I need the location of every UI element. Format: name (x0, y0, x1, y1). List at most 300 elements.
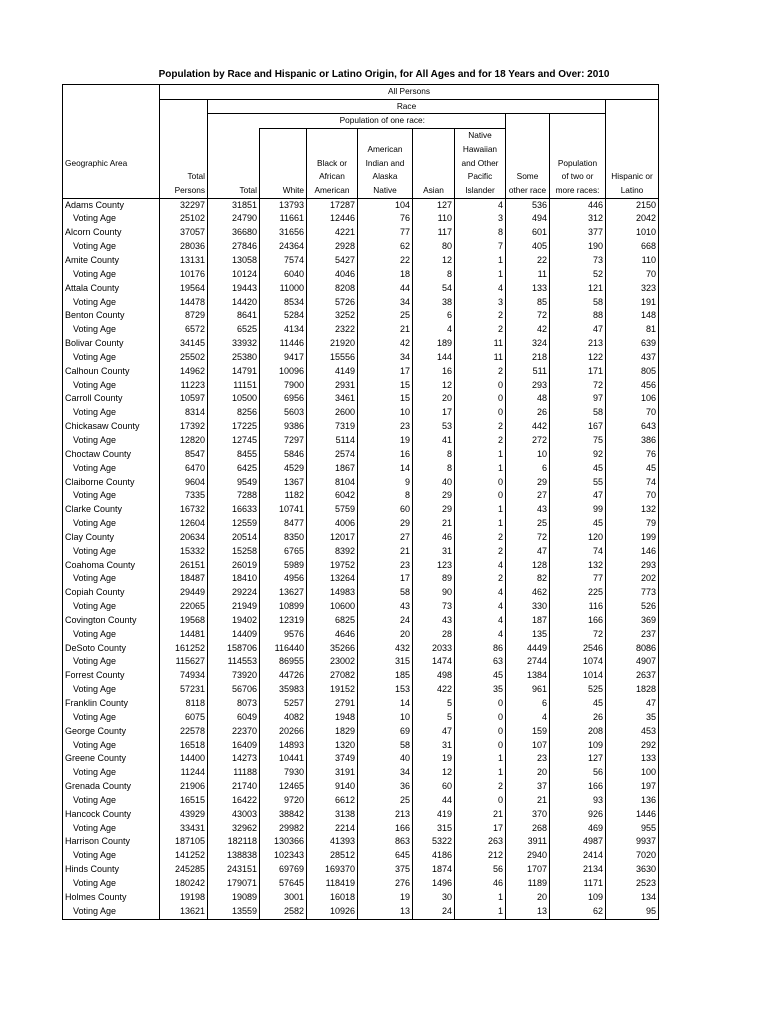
table-cell: 109 (550, 739, 606, 753)
header-amind-3: Alaska (358, 170, 413, 184)
header-all-persons: All Persons (160, 85, 659, 100)
table-cell: 8729 (160, 309, 208, 323)
table-cell: 28 (413, 628, 455, 642)
table-cell: 19402 (208, 614, 260, 628)
table-cell: 185 (358, 669, 413, 683)
table-cell: 293 (506, 379, 550, 393)
table-row (63, 351, 659, 365)
table-cell: 22 (358, 254, 413, 268)
table-cell: 1 (455, 268, 506, 282)
table-cell: 4907 (606, 655, 659, 669)
table-cell: 6 (413, 309, 455, 323)
table-cell: 44726 (260, 669, 307, 683)
table-cell: 32297 (160, 198, 208, 212)
row-label-voting-age: Voting Age (63, 849, 160, 863)
table-cell: 7335 (160, 489, 208, 503)
table-cell: 25380 (208, 351, 260, 365)
table-row (63, 559, 659, 573)
header-black-2: African (307, 170, 358, 184)
table-cell: 29 (413, 503, 455, 517)
table-cell: 6425 (208, 462, 260, 476)
table-row (63, 365, 659, 379)
row-label-voting-age: Voting Age (63, 877, 160, 891)
header-amind-1: American (358, 143, 413, 157)
header-black-1: Black or (307, 157, 358, 171)
table-cell: 16515 (160, 794, 208, 808)
table-row (63, 489, 659, 503)
table-cell: 41 (413, 434, 455, 448)
table-row (63, 392, 659, 406)
table-cell: 9417 (260, 351, 307, 365)
table-cell: 72 (550, 379, 606, 393)
table-cell: 123 (413, 559, 455, 573)
table-cell: 8 (358, 489, 413, 503)
table-cell: 11661 (260, 212, 307, 226)
table-cell: 1 (455, 905, 506, 919)
table-cell: 245285 (160, 863, 208, 877)
header-nh-4: Pacific (455, 170, 506, 184)
header-other-1: Some (506, 170, 550, 184)
table-cell: 93 (550, 794, 606, 808)
table-cell: 272 (506, 434, 550, 448)
table-cell: 14273 (208, 752, 260, 766)
table-row (63, 614, 659, 628)
table-cell: 20266 (260, 725, 307, 739)
table-row (63, 822, 659, 836)
table-cell: 386 (606, 434, 659, 448)
row-label-voting-age: Voting Age (63, 628, 160, 642)
table-cell: 7319 (307, 420, 358, 434)
table-cell: 6825 (307, 614, 358, 628)
table-cell: 1074 (550, 655, 606, 669)
table-cell: 2 (455, 572, 506, 586)
table-cell: 153 (358, 683, 413, 697)
table-cell: 17 (358, 365, 413, 379)
table-cell: 12559 (208, 517, 260, 531)
table-cell: 22370 (208, 725, 260, 739)
row-label-county: Copiah County (63, 586, 160, 600)
table-cell: 12319 (260, 614, 307, 628)
table-cell: 4046 (307, 268, 358, 282)
table-cell: 2931 (307, 379, 358, 393)
table-cell: 1474 (413, 655, 455, 669)
table-cell: 100 (606, 766, 659, 780)
table-cell: 29 (506, 476, 550, 490)
row-label-voting-age: Voting Age (63, 489, 160, 503)
table-cell: 135 (506, 628, 550, 642)
row-label-voting-age: Voting Age (63, 739, 160, 753)
table-cell: 12604 (160, 517, 208, 531)
table-cell: 20 (413, 392, 455, 406)
table-cell: 141252 (160, 849, 208, 863)
table-row (63, 282, 659, 296)
table-cell: 405 (506, 240, 550, 254)
table-row (63, 226, 659, 240)
table-cell: 4987 (550, 835, 606, 849)
table-cell: 120 (550, 531, 606, 545)
table-cell: 36680 (208, 226, 260, 240)
table-cell: 36 (358, 780, 413, 794)
table-cell: 41393 (307, 835, 358, 849)
table-cell: 19152 (307, 683, 358, 697)
table-cell: 4646 (307, 628, 358, 642)
page-title: Population by Race and Hispanic or Latino Origin, for All Ages and for 18 Years and Over: 2010 (158, 69, 610, 80)
table-cell: 58 (358, 586, 413, 600)
table-cell: 34 (358, 296, 413, 310)
table-cell: 133 (606, 752, 659, 766)
table-cell: 190 (550, 240, 606, 254)
table-cell: 63 (455, 655, 506, 669)
table-cell: 1829 (307, 725, 358, 739)
table-cell: 213 (550, 337, 606, 351)
table-cell: 86 (455, 642, 506, 656)
table-cell: 4 (455, 559, 506, 573)
table-cell: 3630 (606, 863, 659, 877)
table-cell: 4149 (307, 365, 358, 379)
table-cell: 73920 (208, 669, 260, 683)
table-cell: 0 (455, 489, 506, 503)
table-cell: 10441 (260, 752, 307, 766)
table-cell: 10 (358, 406, 413, 420)
table-cell: 77 (550, 572, 606, 586)
table-cell: 8392 (307, 545, 358, 559)
table-cell: 3461 (307, 392, 358, 406)
table-cell: 128 (506, 559, 550, 573)
table-cell: 14478 (160, 296, 208, 310)
table-cell: 80 (413, 240, 455, 254)
table-cell: 17 (455, 822, 506, 836)
row-label-county: Clay County (63, 531, 160, 545)
table-cell: 58 (358, 739, 413, 753)
table-row (63, 642, 659, 656)
table-cell: 40 (358, 752, 413, 766)
row-label-voting-age: Voting Age (63, 794, 160, 808)
table-cell: 16 (358, 448, 413, 462)
table-cell: 2033 (413, 642, 455, 656)
table-cell: 26151 (160, 559, 208, 573)
table-cell: 1 (455, 891, 506, 905)
table-cell: 14 (358, 462, 413, 476)
table-body (63, 198, 659, 919)
table-cell: 0 (455, 725, 506, 739)
table-cell: 19568 (160, 614, 208, 628)
table-cell: 2 (455, 434, 506, 448)
table-cell: 21 (358, 545, 413, 559)
table-cell: 17287 (307, 198, 358, 212)
table-cell: 1 (455, 503, 506, 517)
table-cell: 2 (455, 531, 506, 545)
table-row (63, 655, 659, 669)
table-row (63, 739, 659, 753)
table-cell: 13058 (208, 254, 260, 268)
header-two-3: more races: (550, 184, 606, 198)
table-cell: 526 (606, 600, 659, 614)
table-row (63, 545, 659, 559)
table-cell: 52 (550, 268, 606, 282)
table-cell: 8 (413, 462, 455, 476)
table-cell: 134 (606, 891, 659, 905)
row-label-county: Harrison County (63, 835, 160, 849)
table-cell: 47 (550, 489, 606, 503)
row-label-county: Coahoma County (63, 559, 160, 573)
table-cell: 20 (506, 891, 550, 905)
row-label-county: Clarke County (63, 503, 160, 517)
table-cell: 58 (550, 406, 606, 420)
table-cell: 2928 (307, 240, 358, 254)
table-cell: 148 (606, 309, 659, 323)
table-cell: 8104 (307, 476, 358, 490)
table-cell: 70 (606, 406, 659, 420)
row-label-county: Bolivar County (63, 337, 160, 351)
table-cell: 276 (358, 877, 413, 891)
header-white: White (260, 184, 307, 198)
row-label-county: Grenada County (63, 780, 160, 794)
row-label-voting-age: Voting Age (63, 711, 160, 725)
table-cell: 2582 (260, 905, 307, 919)
table-cell: 43 (413, 614, 455, 628)
table-cell: 158706 (208, 642, 260, 656)
table-cell: 15258 (208, 545, 260, 559)
table-cell: 5284 (260, 309, 307, 323)
table-cell: 110 (413, 212, 455, 226)
table-cell: 11223 (160, 379, 208, 393)
table-cell: 57645 (260, 877, 307, 891)
table-row (63, 240, 659, 254)
table-cell: 469 (550, 822, 606, 836)
table-cell: 21 (358, 323, 413, 337)
table-cell: 10899 (260, 600, 307, 614)
table-cell: 10 (506, 448, 550, 462)
table-cell: 5427 (307, 254, 358, 268)
table-row (63, 379, 659, 393)
table-cell: 4 (455, 282, 506, 296)
table-cell: 3191 (307, 766, 358, 780)
table-cell: 10741 (260, 503, 307, 517)
table-cell: 2134 (550, 863, 606, 877)
table-cell: 180242 (160, 877, 208, 891)
table-cell: 8118 (160, 697, 208, 711)
table-cell: 43 (358, 600, 413, 614)
table-cell: 127 (413, 198, 455, 212)
table-cell: 19089 (208, 891, 260, 905)
table-cell: 56 (455, 863, 506, 877)
header-black-3: American (307, 184, 358, 198)
table-cell: 37057 (160, 226, 208, 240)
table-row (63, 531, 659, 545)
table-cell: 14 (358, 697, 413, 711)
table-cell: 10176 (160, 268, 208, 282)
table-cell: 31 (413, 545, 455, 559)
table-cell: 13559 (208, 905, 260, 919)
table-cell: 14962 (160, 365, 208, 379)
table-cell: 293 (606, 559, 659, 573)
table-row (63, 572, 659, 586)
table-cell: 2 (455, 323, 506, 337)
table-cell: 34 (358, 351, 413, 365)
table-cell: 13621 (160, 905, 208, 919)
table-cell: 9 (358, 476, 413, 490)
table-cell: 19 (413, 752, 455, 766)
table-cell: 6049 (208, 711, 260, 725)
table-row (63, 406, 659, 420)
table-cell: 8350 (260, 531, 307, 545)
table-cell: 419 (413, 808, 455, 822)
table-cell: 107 (506, 739, 550, 753)
table-cell: 5257 (260, 697, 307, 711)
row-label-county: Carroll County (63, 392, 160, 406)
table-cell: 17 (358, 572, 413, 586)
table-cell: 8547 (160, 448, 208, 462)
table-cell: 601 (506, 226, 550, 240)
table-cell: 1367 (260, 476, 307, 490)
table-cell: 30 (413, 891, 455, 905)
table-cell: 166 (550, 614, 606, 628)
table-cell: 0 (455, 794, 506, 808)
row-label-voting-age: Voting Age (63, 766, 160, 780)
table-row (63, 309, 659, 323)
table-cell: 462 (506, 586, 550, 600)
table-cell: 23 (358, 420, 413, 434)
header-nh-2: Hawaiian (455, 143, 506, 157)
table-cell: 6956 (260, 392, 307, 406)
table-cell: 16 (413, 365, 455, 379)
table-cell: 20 (506, 766, 550, 780)
table-cell: 4082 (260, 711, 307, 725)
table-cell: 1867 (307, 462, 358, 476)
table-cell: 21 (413, 517, 455, 531)
table-cell: 182118 (208, 835, 260, 849)
table-cell: 12 (413, 379, 455, 393)
table-cell: 42 (358, 337, 413, 351)
table-cell: 85 (506, 296, 550, 310)
table-row (63, 462, 659, 476)
table-cell: 70 (606, 268, 659, 282)
row-label-county: Hinds County (63, 863, 160, 877)
table-cell: 33932 (208, 337, 260, 351)
row-label-voting-age: Voting Age (63, 323, 160, 337)
table-cell: 18 (358, 268, 413, 282)
table-cell: 43 (506, 503, 550, 517)
table-row (63, 586, 659, 600)
table-row (63, 198, 659, 212)
table-cell: 95 (606, 905, 659, 919)
table-row (63, 711, 659, 725)
table-cell: 90 (413, 586, 455, 600)
table-cell: 116 (550, 600, 606, 614)
row-label-voting-age: Voting Age (63, 822, 160, 836)
table-cell: 9604 (160, 476, 208, 490)
table-cell: 4449 (506, 642, 550, 656)
table-cell: 1 (455, 766, 506, 780)
table-cell: 10597 (160, 392, 208, 406)
table-cell: 12 (413, 254, 455, 268)
table-cell: 55 (550, 476, 606, 490)
table-cell: 525 (550, 683, 606, 697)
row-label-voting-age: Voting Age (63, 351, 160, 365)
table-cell: 2 (455, 420, 506, 434)
table-row (63, 503, 659, 517)
table-cell: 31656 (260, 226, 307, 240)
table-cell: 0 (455, 379, 506, 393)
table-cell: 189 (413, 337, 455, 351)
table-cell: 21949 (208, 600, 260, 614)
header-two-1: Population (550, 157, 606, 171)
table-cell: 1 (455, 462, 506, 476)
table-cell: 138838 (208, 849, 260, 863)
table-cell: 34 (358, 766, 413, 780)
table-cell: 1171 (550, 877, 606, 891)
table-cell: 926 (550, 808, 606, 822)
header-nh-3: and Other (455, 157, 506, 171)
table-cell: 13793 (260, 198, 307, 212)
table-cell: 3749 (307, 752, 358, 766)
table-cell: 20 (358, 628, 413, 642)
table-cell: 47 (506, 545, 550, 559)
table-cell: 218 (506, 351, 550, 365)
table-cell: 45 (550, 517, 606, 531)
table-cell: 31 (413, 739, 455, 753)
table-cell: 42 (506, 323, 550, 337)
header-one-race: Population of one race: (260, 114, 506, 129)
table-cell: 69769 (260, 863, 307, 877)
table-cell: 12446 (307, 212, 358, 226)
header-hisp-1: Hispanic or (606, 170, 659, 184)
table-row (63, 808, 659, 822)
table-cell: 5114 (307, 434, 358, 448)
table-cell: 11 (455, 351, 506, 365)
row-label-county: Attala County (63, 282, 160, 296)
table-cell: 10 (358, 711, 413, 725)
table-cell: 7288 (208, 489, 260, 503)
table-cell: 199 (606, 531, 659, 545)
table-cell: 8534 (260, 296, 307, 310)
table-cell: 8073 (208, 697, 260, 711)
row-label-county: Calhoun County (63, 365, 160, 379)
table-cell: 187105 (160, 835, 208, 849)
table-row (63, 296, 659, 310)
table-cell: 118419 (307, 877, 358, 891)
table-row (63, 697, 659, 711)
table-cell: 10096 (260, 365, 307, 379)
table-cell: 3 (455, 212, 506, 226)
table-cell: 6 (506, 462, 550, 476)
table-cell: 24790 (208, 212, 260, 226)
table-cell: 208 (550, 725, 606, 739)
table-cell: 3 (455, 296, 506, 310)
header-total-persons-2: Persons (160, 184, 208, 198)
table-cell: 121 (550, 282, 606, 296)
table-cell: 2 (455, 780, 506, 794)
table-cell: 13 (506, 905, 550, 919)
table-row (63, 905, 659, 919)
row-label-county: Alcorn County (63, 226, 160, 240)
table-cell: 21920 (307, 337, 358, 351)
table-cell: 8256 (208, 406, 260, 420)
table-cell: 25502 (160, 351, 208, 365)
header-hisp-2: Latino (606, 184, 659, 198)
table-cell: 1010 (606, 226, 659, 240)
table-cell: 212 (455, 849, 506, 863)
table-cell: 25 (358, 309, 413, 323)
table-cell: 4006 (307, 517, 358, 531)
row-label-county: Choctaw County (63, 448, 160, 462)
table-cell: 202 (606, 572, 659, 586)
table-cell: 15 (358, 392, 413, 406)
table-cell: 8 (413, 448, 455, 462)
table-cell: 2214 (307, 822, 358, 836)
table-cell: 9140 (307, 780, 358, 794)
table-cell: 375 (358, 863, 413, 877)
